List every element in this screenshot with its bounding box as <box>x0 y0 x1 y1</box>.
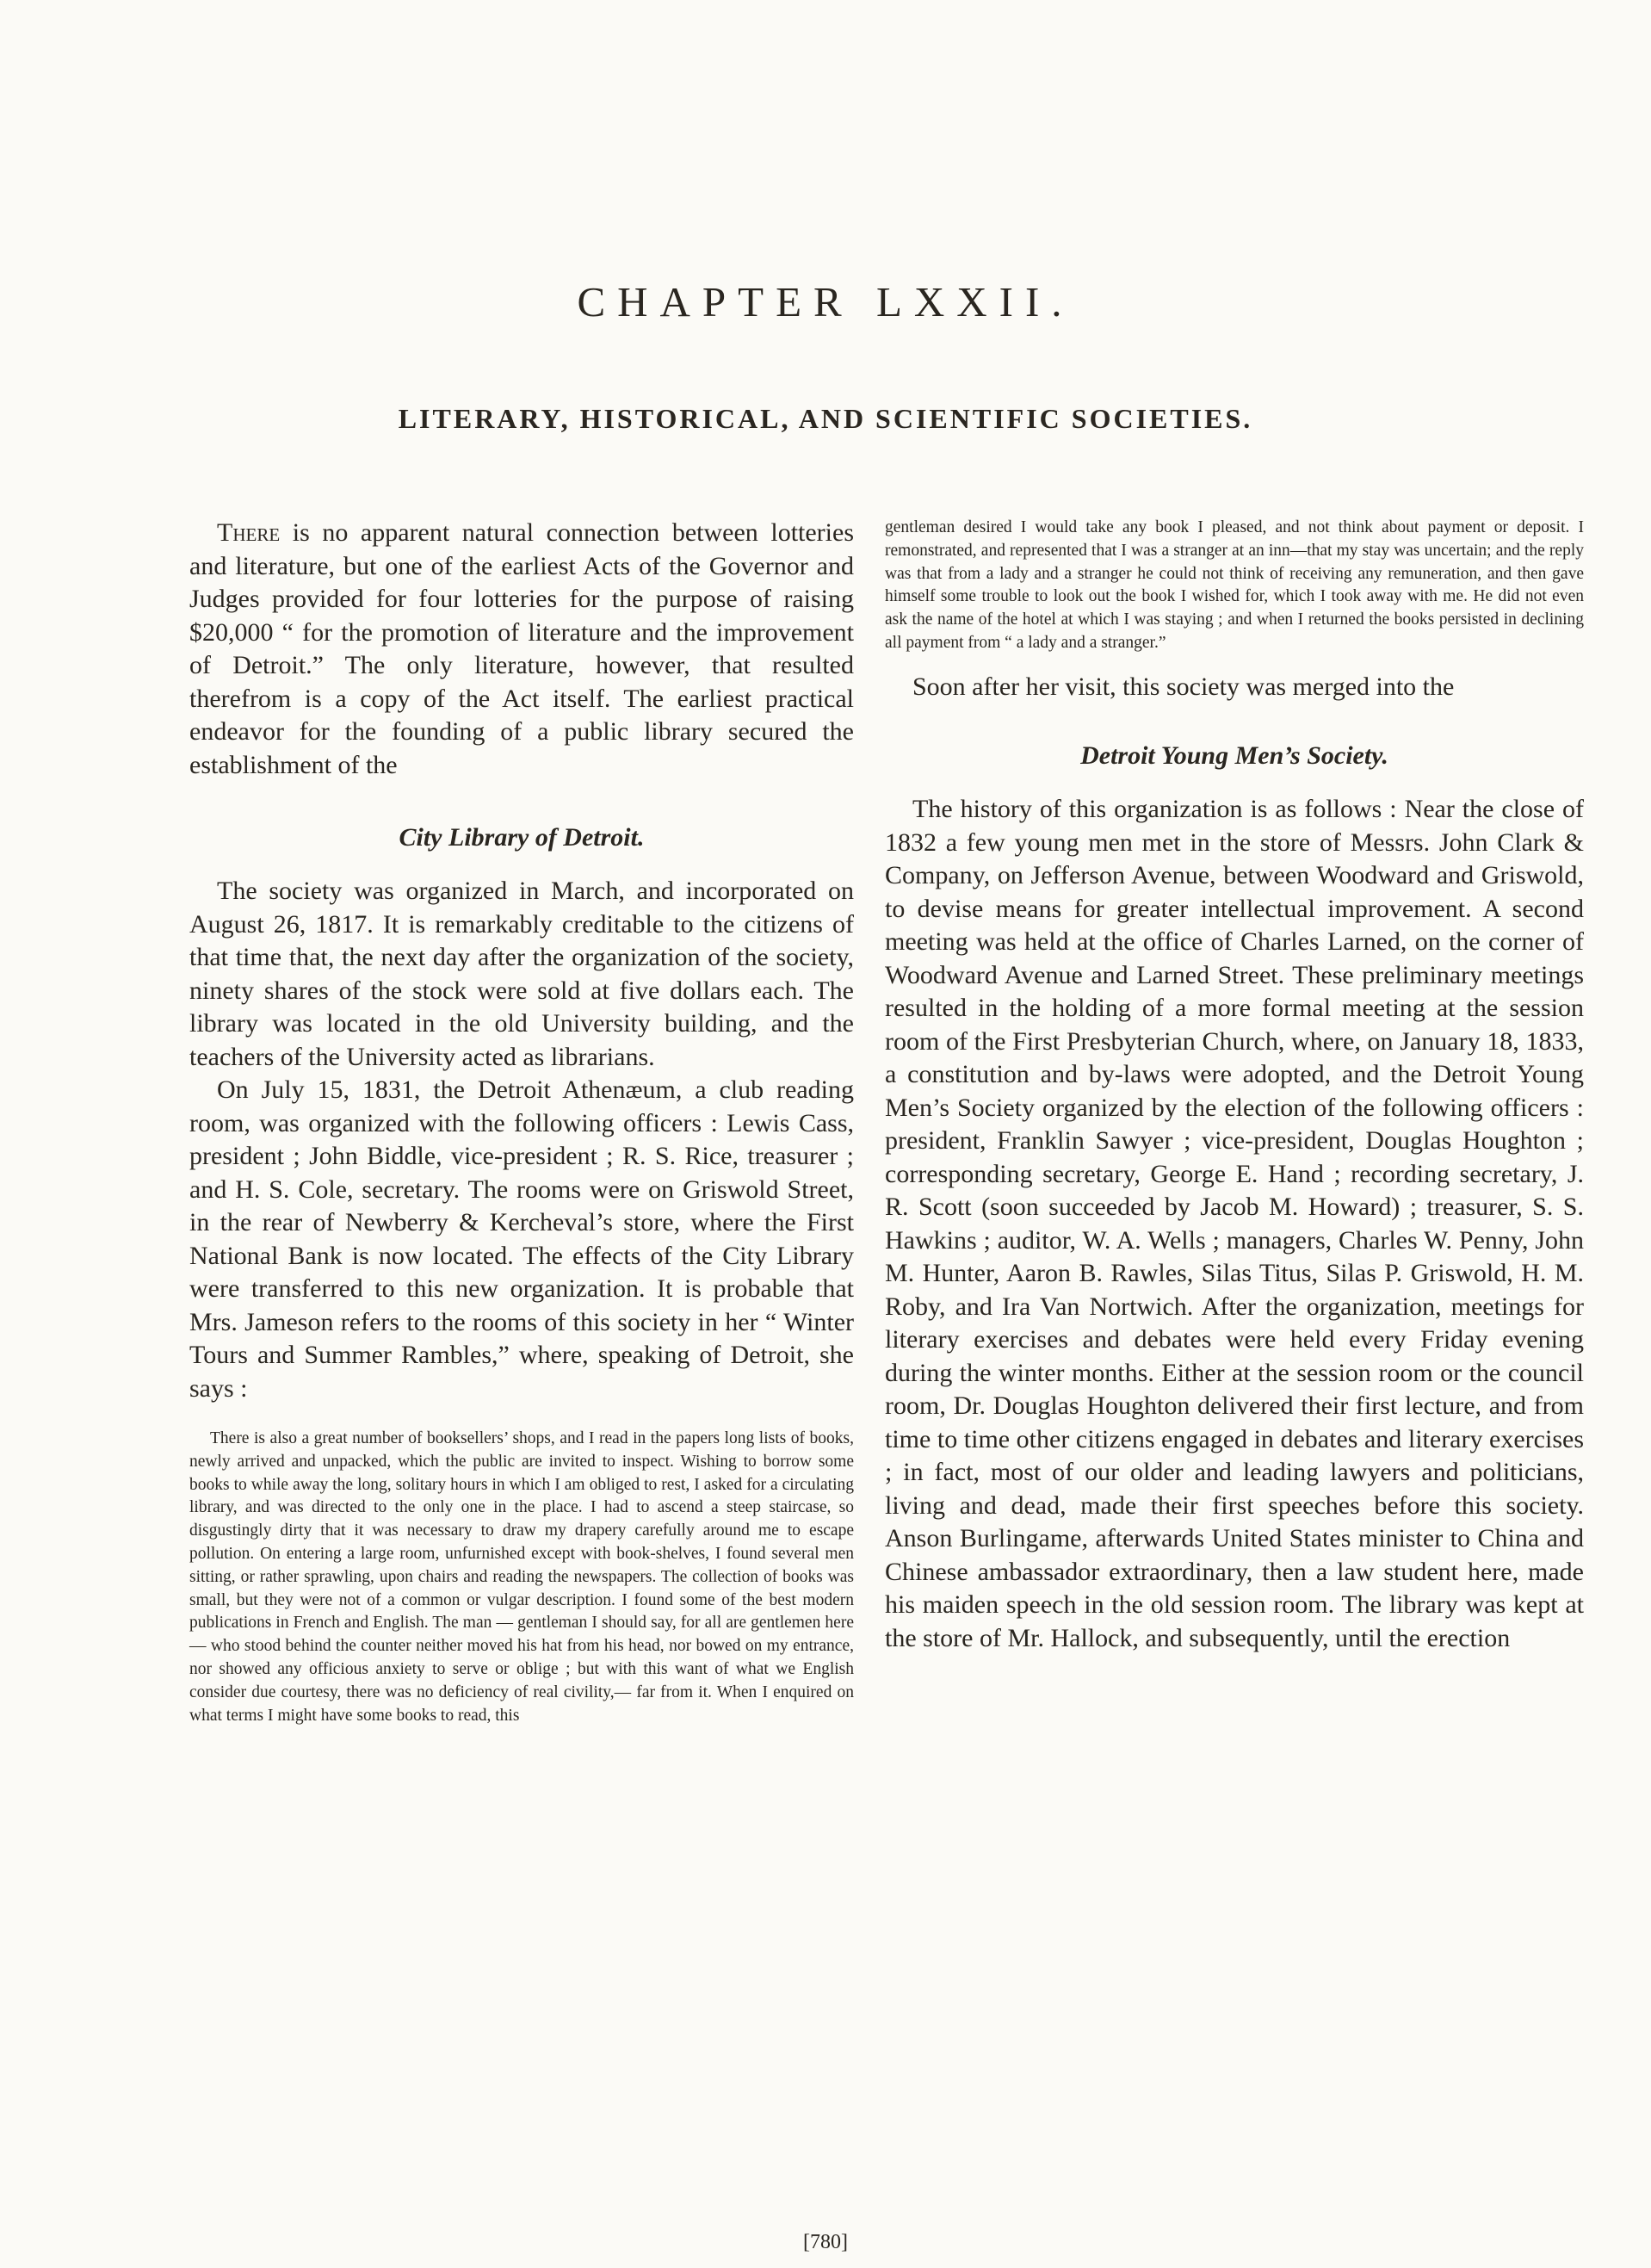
left-column <box>189 517 854 1727</box>
paragraph-athenaeum: On July 15, 1831, the Detroit Athenæum, a club reading room, was organized with the following officers : Lewis Cass, president ; John Biddle, vice-president ; R. S. Rice, treasurer ; and H. S. Cole, secretary. The rooms were on Griswold Street, in the rear of Newberry & Kercheval’s store, where the First National Bank is now located. The effects of the City Library were transferred to this new organization. It is probable that Mrs. Jameson refers to the rooms of this society in her “ Winter Tours and Summer Rambles,” where, speaking of Detroit, she says : <box>189 1075 854 1403</box>
intro-text: is no apparent natural connection between lotteries and literature, but one of the earliest Acts of the Governor and Judges provided for four lotteries for the purpose of raising $20,000 “ for the promotion of literature and the improvement of Detroit.” The only literature, however, that resulted therefrom is a copy of the Act itself. The earliest practical endeavor for the founding of a public library secured the establishment of the <box>189 518 854 779</box>
paragraph-city-library: The society was organized in March, and incorporated on August 26, 1817. It is remarkably creditable to the citizens of that time that, the next day after the organization of the society, ninety shares of the stock were sold at five dollars each. The library was located in the old University building, and the teachers of the University acted as librarians. <box>189 877 854 1071</box>
jameson-quote: There is also a great number of booksellers’ shops, and I read in the papers long lists of books, newly arrived and unpacked, which the public are invited to inspect. Wishing to borrow some books to while away the long, solitary hours in which I am obliged to rest, I asked for a circulating library, and was directed to the only one in the place. I had to ascend a steep staircase, so disgustingly dirty that it was necessary to draw my drapery carefully around me to escape pollution. On entering a large room, unfurnished except with book-shelves, I found several men sitting, or rather sprawling, upon chairs and reading the newspapers. The collection of books was small, but they were not of a common or vulgar description. I found some of the best modern publications in French and English. The man — gentleman I should say, for all are gentlemen here — who stood behind the counter neither moved his hat from his head, nor bowed on my entrance, nor showed any officious anxiety to serve or oblige ; but with this want of what we English consider due courtesy, there was no deficiency of real civility,— far from it. When I enquired on what terms I might have some books to read, this <box>189 1429 854 1725</box>
jameson-quote-continued: gentleman desired I would take any book I pleased, and not think about payment or deposit. I remonstrated, and represented that I was a stranger at an inn—that my stay was uncertain; and the reply was that from a lady and a stranger he could not think of receiving any remuneration, and then gave himself some trouble to look out the book I wished for, which I took away with me. He did not even ask the name of the hotel at which I was staying ; and when I returned the books persisted in declining all payment from “ a lady and a stranger.” <box>885 518 1584 652</box>
intro-paragraph <box>189 517 854 782</box>
chapter-title: CHAPTER LXXII. <box>577 278 1074 325</box>
section-heading-city-library: City Library of Detroit. <box>399 823 645 852</box>
section-heading-young-mens-society: Detroit Young Men’s Society. <box>1080 741 1388 771</box>
page-number: [780] <box>803 2231 848 2253</box>
paragraph-merge: Soon after her visit, this society was merged into the <box>912 672 1455 701</box>
chapter-subtitle: LITERARY, HISTORICAL, AND SCIENTIFIC SOCIETIES. <box>398 403 1253 434</box>
paragraph-history: The history of this organization is as follows : Near the close of 1832 a few young men met in the store of Messrs. John Clark & Company, on Jefferson Avenue, between Woodward and Griswold, to devise means for greater intellectual improvement. A second meeting was held at the office of Charles Larned, on the corner of Woodward Avenue and Larned Street. These preliminary meetings resulted in the holding of a more formal meeting at the session room of the First Presbyterian Church, where, on January 18, 1833, a constitution and by-laws were adopted, and the Detroit Young Men’s Society organized by the election of the following officers : president, Franklin Sawyer ; vice-president, Douglas Houghton ; corresponding secretary, George E. Hand ; recording secretary, J. R. Scott (soon succeeded by Jacob M. Howard) ; treasurer, S. S. Hawkins ; auditor, W. A. Wells ; managers, Charles W. Penny, John M. Hunter, Aaron B. Rawles, Silas Titus, Silas P. Griswold, H. M. Roby, and Ira Van Nortwich. After the organization, meetings for literary exercises and debates were held every Friday evening during the winter months. Either at the session room or the council room, Dr. Douglas Houghton delivered their first lecture, and from time to time other citizens engaged in debates and literary exercises ; in fact, most of our older and leading lawyers and politicians, living and dead, made their first speeches before this society. Anson Burlingame, afterwards United States minister to China and Chinese ambassador extraordinary, then a law student here, made his maiden speech in the old session room. The library was kept at the store of Mr. Hallock, and subsequently, until the erection <box>885 795 1584 1652</box>
intro-lead-word: There <box>217 518 281 547</box>
right-column <box>885 517 1584 1655</box>
